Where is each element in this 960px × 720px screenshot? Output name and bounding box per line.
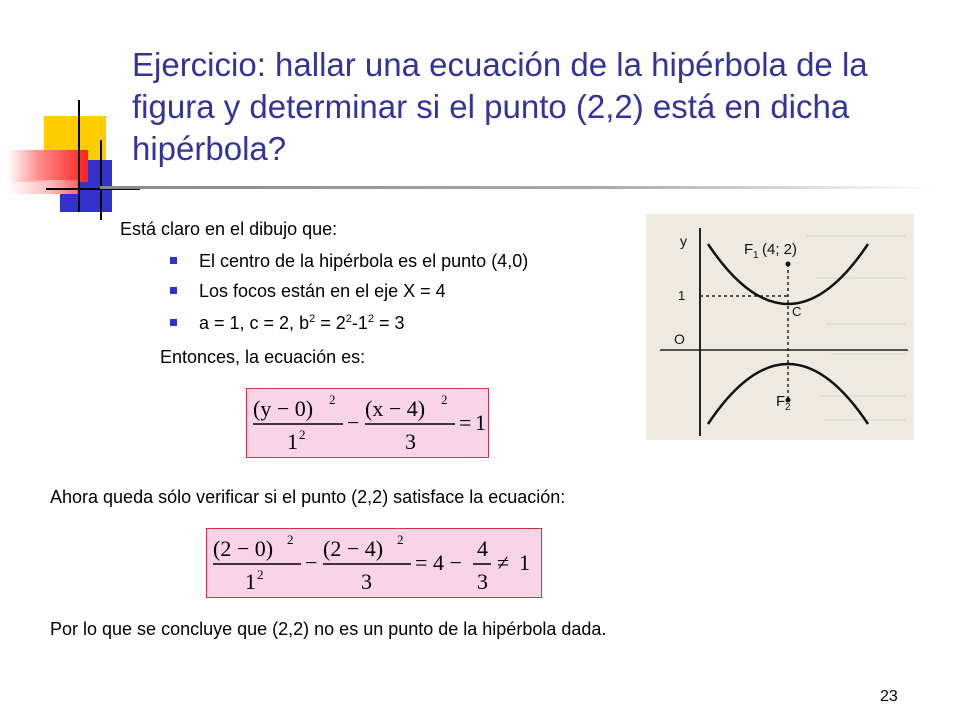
decorative-corner-graphic xyxy=(0,100,140,220)
eq2-den2: 3 xyxy=(361,569,372,594)
focus-top-point xyxy=(786,262,791,267)
focus-bottom-label: F xyxy=(776,393,786,410)
bullet-item-center xyxy=(170,250,528,272)
eq2-exp1: 2 xyxy=(287,532,294,547)
intro-text: Está claro en el dibujo que: xyxy=(120,219,338,239)
focus-top-sub: 1 xyxy=(753,250,759,261)
eq1-minus: − xyxy=(347,410,360,435)
bullet-text: El centro de la hipérbola es el punto (4,0) xyxy=(199,251,529,271)
eq1-den1-base: 1 xyxy=(287,429,298,454)
verify-text: Ahora queda sólo verificar si el punto (2,2) satisface la ecuación: xyxy=(50,487,566,507)
eq2-num1: (2 − 0) xyxy=(213,536,274,561)
pink-gradient-bar xyxy=(8,180,78,194)
eq2-exp2: 2 xyxy=(397,532,404,547)
eq1-num2: (x − 4) xyxy=(365,396,426,421)
origin-label: O xyxy=(674,331,685,347)
one-label: 1 xyxy=(678,288,686,303)
focus-bottom-sub: 2 xyxy=(785,402,791,413)
eq1-rhs: 1 xyxy=(475,410,486,435)
title-underline xyxy=(100,186,940,189)
hyperbola-figure xyxy=(646,214,914,440)
eq2-mid: 4 − xyxy=(433,550,462,575)
eq2-minus: − xyxy=(305,550,318,575)
red-gradient-bar xyxy=(8,150,88,182)
bullet-square-icon xyxy=(170,319,177,326)
equation-2 xyxy=(207,529,541,597)
then-text: Entonces, la ecuación es: xyxy=(160,347,366,367)
bullet-square-icon xyxy=(170,257,177,264)
equation-2-box xyxy=(206,528,542,598)
page-number: 23 xyxy=(880,688,898,705)
eq2-rhs: 1 xyxy=(519,550,530,575)
focus-top-label: F xyxy=(744,241,754,258)
equation-1 xyxy=(247,389,488,457)
eq2-neq: ≠ xyxy=(497,550,510,575)
bullet-text: a = 1, c = 2, $b^2 = 2^2-1^2 = 3$ xyxy=(199,313,405,333)
eq2-den1-base: 1 xyxy=(245,569,256,594)
eq2-frac-num: 4 xyxy=(477,536,488,561)
eq1-den2: 3 xyxy=(405,429,416,454)
eq1-exp1: 2 xyxy=(329,392,336,407)
eq2-den1-exp: 2 xyxy=(257,567,264,582)
eq1-den1-exp: 2 xyxy=(299,427,306,442)
background-text-lines xyxy=(806,236,906,420)
y-axis-label: y xyxy=(680,233,687,249)
hyperbola-diagram xyxy=(646,214,914,440)
eq1-equals: = xyxy=(459,410,472,435)
slide-title: Ejercicio: hallar una ecuación de la hipérbola de la figura y determinar si el punto (2,2) está en dicha hipérbola? xyxy=(132,46,868,167)
vertical-line-2 xyxy=(100,140,102,220)
eq1-exp2: 2 xyxy=(441,392,448,407)
bullet-item-values xyxy=(170,308,405,334)
eq2-frac-den: 3 xyxy=(477,569,488,594)
focus-top-coords: (4; 2) xyxy=(762,241,798,258)
center-label: C xyxy=(792,304,802,319)
bullet-square-icon xyxy=(170,287,177,294)
vertical-line-1 xyxy=(78,100,80,212)
conclusion-text: Por lo que se concluye que (2,2) no es un punto de la hipérbola dada. xyxy=(50,619,607,639)
equation-1-box xyxy=(246,388,489,458)
eq1-num1: (y − 0) xyxy=(253,396,314,421)
eq2-num2: (2 − 4) xyxy=(323,536,384,561)
bullet-text: Los focos están en el eje X = 4 xyxy=(199,281,446,301)
bullet-item-foci xyxy=(170,280,446,302)
eq2-equals: = xyxy=(415,550,428,575)
